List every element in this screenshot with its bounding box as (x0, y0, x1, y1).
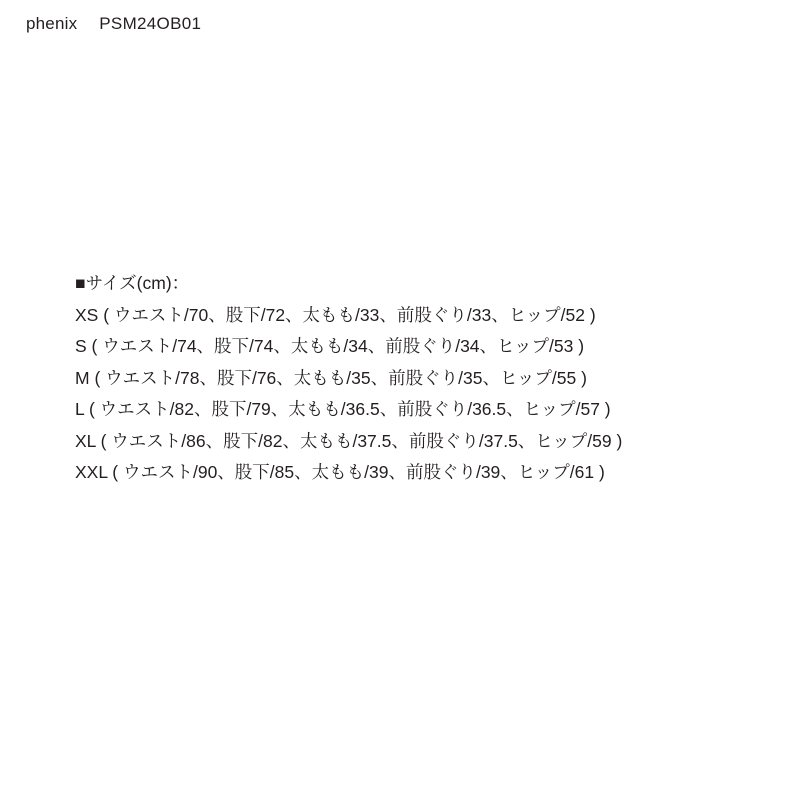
size-row: XXL ( ウエスト/90、股下/85、太もも/39、前股ぐり/39、ヒップ/61 ) (75, 462, 605, 482)
size-row: XS ( ウエスト/70、股下/72、太もも/33、前股ぐり/33、ヒップ/52 ) (75, 304, 596, 325)
size-row: M ( ウエスト/78、股下/76、太もも/35、前股ぐり/35、ヒップ/55 ) (75, 367, 587, 388)
brand-name: phenix (26, 14, 78, 33)
size-row: L ( ウエスト/82、股下/79、太もも/36.5、前股ぐり/36.5、ヒップ/57 ) (75, 399, 611, 419)
header-brand-line (26, 14, 201, 34)
size-chart-block (75, 268, 622, 489)
size-row: XL ( ウエスト/86、股下/82、太もも/37.5、前股ぐり/37.5、ヒップ/59 ) (75, 430, 623, 451)
model-code: PSM24OB01 (99, 14, 202, 33)
size-row: S ( ウエスト/74、股下/74、太もも/34、前股ぐり/34、ヒップ/53 ) (75, 336, 585, 356)
size-chart-heading: ■サイズ(cm)： (75, 273, 190, 293)
